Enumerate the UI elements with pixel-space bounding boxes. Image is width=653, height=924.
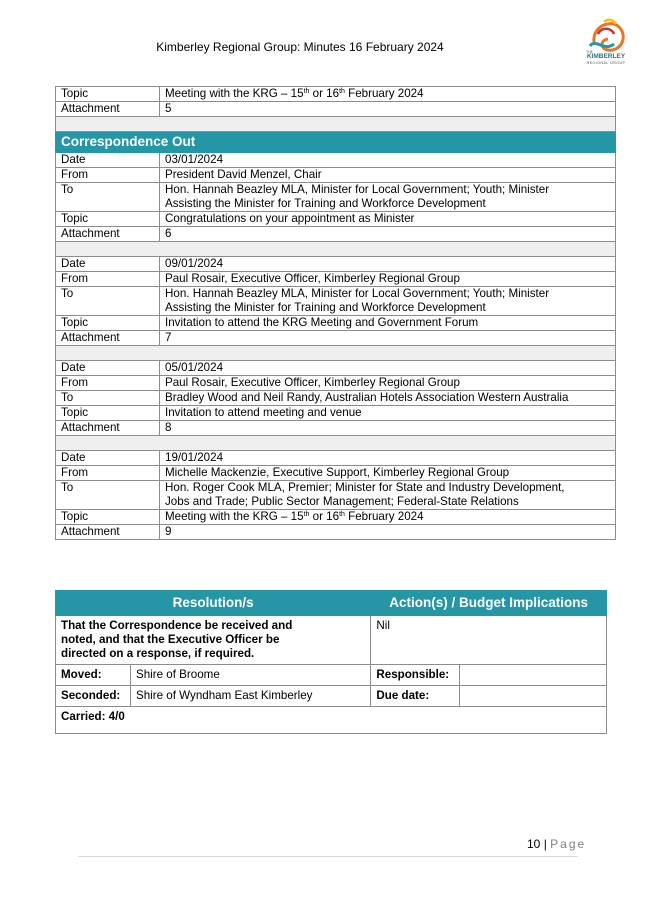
row-key: To bbox=[56, 481, 160, 510]
spacer-row bbox=[56, 242, 616, 257]
seconded-value: Shire of Wyndham East Kimberley bbox=[131, 686, 371, 707]
page-number: 10 | Page bbox=[527, 837, 587, 851]
row-value: Congratulations on your appointment as Minister bbox=[160, 212, 616, 227]
moved-row bbox=[56, 665, 607, 686]
row-key: Attachment bbox=[56, 421, 160, 436]
table-row bbox=[56, 421, 616, 436]
table-row bbox=[56, 361, 616, 376]
table-row bbox=[56, 212, 616, 227]
resolution-text: That the Correspondence be received and noted, and that the Executive Officer be directed on a response, if required. bbox=[56, 616, 371, 665]
table-row bbox=[56, 406, 616, 421]
row-value: Invitation to attend meeting and venue bbox=[160, 406, 616, 421]
table-row bbox=[56, 257, 616, 272]
row-value: 03/01/2024 bbox=[160, 153, 616, 168]
resolution-header-row bbox=[56, 591, 607, 616]
table-row bbox=[56, 153, 616, 168]
table-row bbox=[56, 451, 616, 466]
row-key: Topic bbox=[56, 212, 160, 227]
row-value: Hon. Hannah Beazley MLA, Minister for Local Government; Youth; Minister Assisting the Minister for Training and Workforce Development bbox=[160, 183, 616, 212]
row-key: To bbox=[56, 183, 160, 212]
table-row bbox=[56, 510, 616, 525]
row-value: Michelle Mackenzie, Executive Support, Kimberley Regional Group bbox=[160, 466, 616, 481]
row-key: Topic bbox=[56, 510, 160, 525]
row-value: 09/01/2024 bbox=[160, 257, 616, 272]
table-row bbox=[56, 183, 616, 212]
table-row bbox=[56, 168, 616, 183]
row-value: 5 bbox=[160, 102, 616, 117]
action-header: Action(s) / Budget Implications bbox=[371, 591, 607, 616]
row-key: Date bbox=[56, 153, 160, 168]
row-value: 19/01/2024 bbox=[160, 451, 616, 466]
row-key: To bbox=[56, 391, 160, 406]
action-text: Nil bbox=[371, 616, 607, 665]
table-row bbox=[56, 287, 616, 316]
section-header-row bbox=[56, 132, 616, 153]
due-date-value bbox=[460, 686, 607, 707]
logo-subtext: REGIONAL GROUP bbox=[586, 61, 626, 65]
table-row bbox=[56, 466, 616, 481]
row-key: To bbox=[56, 287, 160, 316]
row-value: 6 bbox=[160, 227, 616, 242]
table-row bbox=[56, 481, 616, 510]
row-value: Meeting with the KRG – 15th or 16th February 2024 bbox=[160, 510, 616, 525]
moved-label: Moved: bbox=[56, 665, 131, 686]
resolution-header: Resolution/s bbox=[56, 591, 371, 616]
row-value: Bradley Wood and Neil Randy, Australian Hotels Association Western Australia bbox=[160, 391, 616, 406]
row-value: President David Menzel, Chair bbox=[160, 168, 616, 183]
row-value: 9 bbox=[160, 525, 616, 540]
seconded-label: Seconded: bbox=[56, 686, 131, 707]
table-row bbox=[56, 391, 616, 406]
responsible-label: Responsible: bbox=[371, 665, 460, 686]
row-value: Invitation to attend the KRG Meeting and Government Forum bbox=[160, 316, 616, 331]
row-key: Topic bbox=[56, 406, 160, 421]
row-value: 8 bbox=[160, 421, 616, 436]
row-value: Paul Rosair, Executive Officer, Kimberley Regional Group bbox=[160, 376, 616, 391]
table-row bbox=[56, 331, 616, 346]
row-key: Attachment bbox=[56, 331, 160, 346]
row-key: Topic bbox=[56, 87, 160, 102]
due-date-label: Due date: bbox=[371, 686, 460, 707]
table-row bbox=[56, 102, 616, 117]
spacer-row bbox=[56, 117, 616, 132]
section-title: Correspondence Out bbox=[56, 132, 616, 153]
seconded-row bbox=[56, 686, 607, 707]
responsible-value bbox=[460, 665, 607, 686]
table-row bbox=[56, 525, 616, 540]
footer-divider bbox=[78, 856, 578, 857]
row-key: From bbox=[56, 272, 160, 287]
resolution-table bbox=[55, 590, 607, 734]
row-key: From bbox=[56, 376, 160, 391]
spacer-row bbox=[56, 346, 616, 361]
carried-text: Carried: 4/0 bbox=[56, 707, 607, 734]
row-key: Date bbox=[56, 361, 160, 376]
table-row bbox=[56, 272, 616, 287]
table-row bbox=[56, 316, 616, 331]
table-row bbox=[56, 376, 616, 391]
carried-row bbox=[56, 707, 607, 734]
row-value: Paul Rosair, Executive Officer, Kimberley Regional Group bbox=[160, 272, 616, 287]
logo-the: THE bbox=[586, 50, 593, 54]
logo-text: KIMBERLEY bbox=[586, 53, 626, 60]
row-value: 05/01/2024 bbox=[160, 361, 616, 376]
row-key: Date bbox=[56, 451, 160, 466]
row-key: Date bbox=[56, 257, 160, 272]
row-value: Hon. Roger Cook MLA, Premier; Minister for State and Industry Development, Jobs and Trade; Public Sector Management; Federal-State Relations bbox=[160, 481, 616, 510]
row-key: From bbox=[56, 466, 160, 481]
row-value: Meeting with the KRG – 15th or 16th February 2024 bbox=[160, 87, 616, 102]
row-key: From bbox=[56, 168, 160, 183]
table-row bbox=[56, 227, 616, 242]
resolution-text-row bbox=[56, 616, 607, 665]
row-value: Hon. Hannah Beazley MLA, Minister for Local Government; Youth; Minister Assisting the Minister for Training and Workforce Development bbox=[160, 287, 616, 316]
spacer-row bbox=[56, 436, 616, 451]
row-value: 7 bbox=[160, 331, 616, 346]
row-key: Topic bbox=[56, 316, 160, 331]
row-key: Attachment bbox=[56, 227, 160, 242]
moved-value: Shire of Broome bbox=[131, 665, 371, 686]
row-key: Attachment bbox=[56, 102, 160, 117]
row-key: Attachment bbox=[56, 525, 160, 540]
document-title: Kimberley Regional Group: Minutes 16 February 2024 bbox=[156, 40, 444, 54]
table-row bbox=[56, 87, 616, 102]
correspondence-table bbox=[55, 86, 616, 540]
